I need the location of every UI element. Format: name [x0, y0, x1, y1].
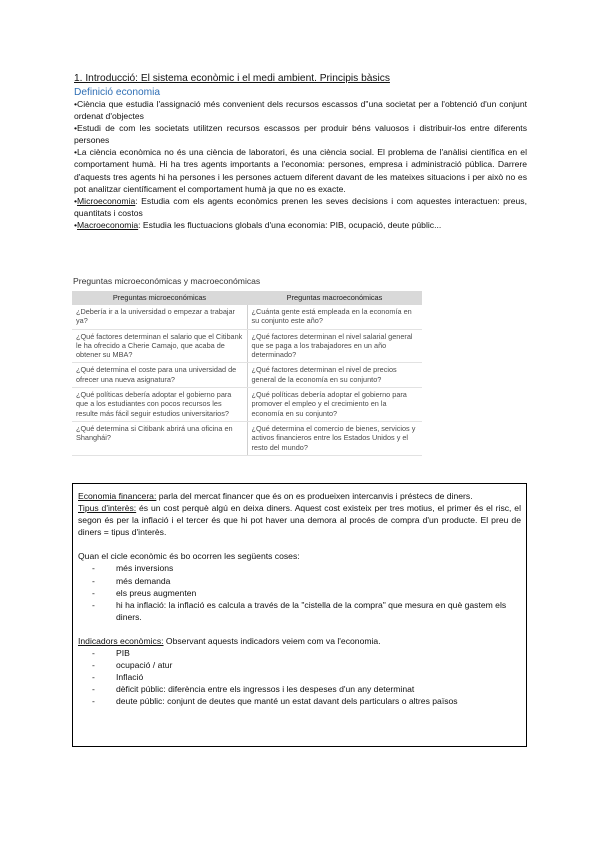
interest-term: Tipus d'interès: [78, 503, 137, 514]
list-item: - hi ha inflació: la inflació es calcula a través de la "cistella de la compra" que mesura en què gastem els diners. [92, 599, 507, 622]
macro-term: Macroeconomia [77, 219, 139, 230]
micro-question: ¿Qué determina si Citibank abrirá una oficina en Shanghái? [72, 421, 247, 455]
macro-bullet: • [74, 219, 78, 230]
micro-term: Microeconomia [77, 195, 136, 206]
notes-box [72, 483, 527, 747]
indicators-term: Indicadors econòmics: [78, 635, 164, 646]
cycle-intro: Quan el cicle econòmic és bo ocorren les següents coses: [78, 551, 300, 562]
macro-question: ¿Qué determina el comercio de bienes, servicios y activos financieros entre los Estados Unidos y el resto del mundo? [247, 421, 422, 455]
indicators-text: Observant aquests indicadors veiem com va l'economia. [163, 635, 381, 646]
questions-table [72, 291, 422, 456]
micro-question: ¿Qué políticas debería adoptar el gobierno para que a los estudiantes con pocos recursos les resulte más fácil seguir estudios universitarios? [72, 388, 247, 422]
financial-term: Economia financera: [78, 491, 157, 501]
table-row [72, 388, 422, 422]
list-item: - deute públic: conjunt de deutes que manté un estat davant dels particulars o altres països [92, 696, 458, 707]
section-heading: 1. Introducció: El sistema econòmic i el medi ambient. Principis bàsics [74, 73, 390, 84]
list-item: - més demanda [92, 575, 171, 586]
definition-2: •Estudi de com les societats utilitzen recursos escassos per produir béns valuosos i distribuir-los entre diferents persones [74, 123, 527, 146]
micro-bullet: • [74, 195, 78, 206]
table-row [72, 305, 422, 329]
definition-3: •La ciència econòmica no és una ciència de laboratori, és una ciència social. El problema de l'anàlisi científica en el comportament humà. Hi ha tres agents importants a l'economia: persones, empresa i administració pública. Darrere d'aquests tres agents hi ha persones i les persones actuem diferent davant de les mateixes situacions i per això no es pot analitzar científicament el comportament humà ja que no es exacte. [74, 147, 527, 194]
interest-rate-paragraph [78, 502, 521, 538]
list-item: - els preus augmenten [92, 587, 197, 598]
cycle-list [78, 562, 521, 622]
list-item: - dèficit públic: diferència entre els ingressos i les despeses d'un any determinat [92, 684, 415, 695]
macro-question: ¿Qué factores determinan el nivel salarial general que se paga a los trabajadores en un año determinado? [247, 329, 422, 363]
definition-1: •Ciència que estudia l'assignació més convenient dels recursos escassos d"una societat per a l'obtenció d'un conjunt ordenat d'objectes [74, 99, 527, 122]
col-header-macro: Preguntas macroeconómicas [247, 291, 422, 305]
financial-economy-paragraph [78, 490, 521, 502]
interest-text: és un cost perquè algú en deixa diners. Aquest cost existeix per tres motius, el primer és el risc, el segon és per la inflació i el tercer és que hi pot haver una demora al procés de compra d'un producte. El preu de diners = tipus d'interès. [78, 503, 521, 538]
financial-text: parla del mercat financer que és on es produeixen intercanvis i préstecs de diners. [156, 491, 473, 501]
micro-question: ¿Qué determina el coste para una universidad de ofrecer una nueva asignatura? [72, 363, 247, 388]
definition-macro [74, 219, 527, 231]
table-row [72, 421, 422, 455]
macro-text: : Estudia les fluctuacions globals d'una economia: PIB, ocupació, deute públic... [138, 219, 442, 230]
indicators-list [78, 647, 521, 707]
macro-question: ¿Cuánta gente está empleada en la economía en su conjunto este año? [247, 305, 422, 329]
list-item: - Inflació [92, 672, 144, 683]
macro-question: ¿Qué factores determinan el nivel de precios general de la economía en su conjunto? [247, 363, 422, 388]
definition-subheading: Definició economia [74, 87, 161, 98]
list-item: - PIB [92, 648, 130, 659]
table-row [72, 329, 422, 363]
definition-micro [74, 195, 527, 219]
micro-text: : Estudia com els agents econòmics prenen les seves decisions i com aquestes interactuen: preus, quantitats i costos [74, 195, 527, 218]
indicators-paragraph [78, 635, 521, 647]
col-header-micro: Preguntas microeconómicas [72, 291, 247, 305]
table-header-row [72, 291, 422, 305]
list-item: - més inversions [92, 563, 174, 574]
micro-question: ¿Debería ir a la universidad o empezar a trabajar ya? [72, 305, 247, 329]
macro-question: ¿Qué políticas debería adoptar el gobierno para promover el empleo y el crecimiento en la economía en su conjunto? [247, 388, 422, 422]
table-row [72, 363, 422, 388]
list-item: - ocupació / atur [92, 660, 173, 671]
definitions-block [74, 98, 527, 231]
micro-question: ¿Qué factores determinan el salario que el Citibank le ha ofrecido a Cherie Camajo, que acaba de obtener su MBA? [72, 329, 247, 363]
table-title: Preguntas microeconómicas y macroeconómicas [73, 276, 261, 286]
